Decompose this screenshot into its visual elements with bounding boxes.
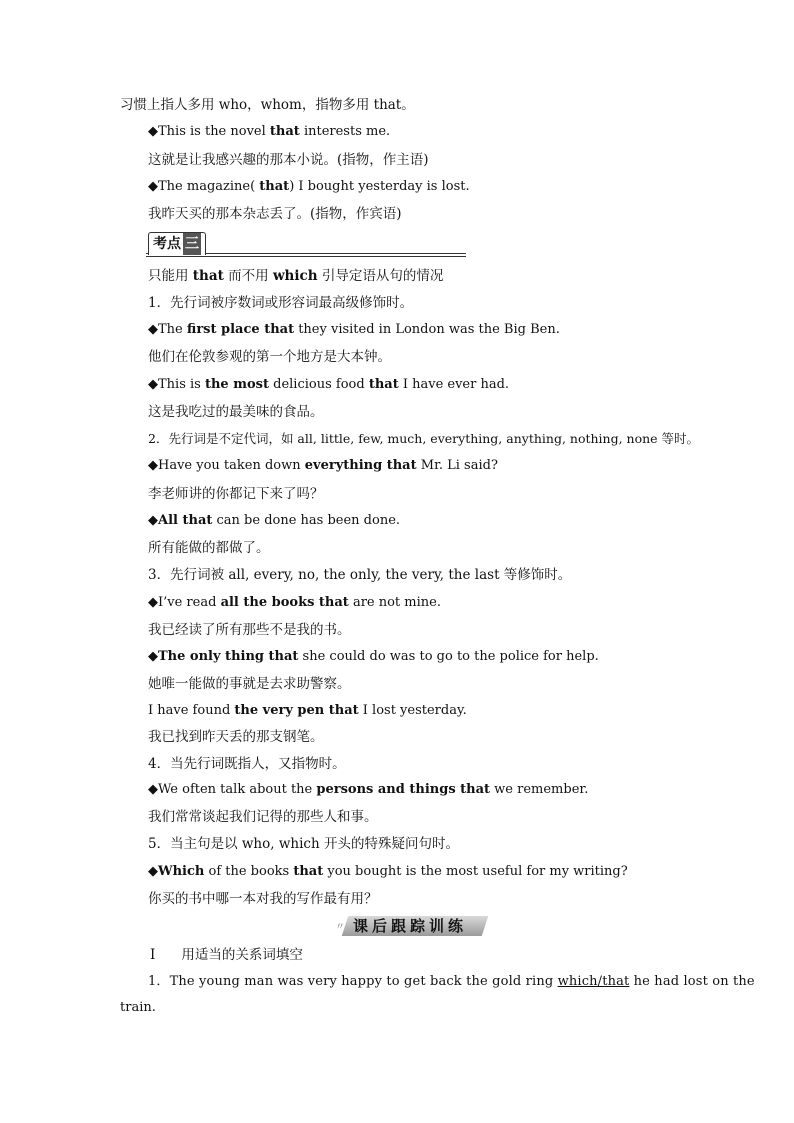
example-sentence: ◆The first place that they visited in London was the Big Ben. bbox=[148, 322, 560, 337]
translation: 李老师讲的你都记下来了吗？ bbox=[148, 486, 324, 502]
example-sentence: ◆We often talk about the persons and things that we remember. bbox=[148, 782, 589, 797]
section-banner bbox=[335, 913, 490, 939]
exercise-heading: Ⅰ 用适当的关系词填空 bbox=[150, 947, 303, 963]
translation: 这就是让我感兴趣的那本小说。(指物，作主语) bbox=[148, 152, 429, 168]
example-sentence: ◆The magazine( that) I bought yesterday is lost. bbox=[148, 179, 470, 194]
translation: 这是我吃过的最美味的食品。 bbox=[148, 404, 324, 420]
translation: 她唯一能做的事就是去求助警察。 bbox=[148, 676, 351, 692]
translation: 我们常常谈起我们记得的那些人和事。 bbox=[148, 809, 378, 825]
divider bbox=[146, 256, 466, 257]
example-sentence: ◆This is the novel that interests me. bbox=[148, 124, 391, 139]
example-sentence: ◆All that can be done has been done. bbox=[148, 513, 401, 528]
kaodian-label: 考点 三 bbox=[148, 232, 206, 255]
rule-item: 5．当主句是以 who, which 开头的特殊疑问句时。 bbox=[148, 836, 459, 852]
translation: 所有能做的都做了。 bbox=[148, 540, 270, 556]
banner-title: 课后跟踪训练 bbox=[353, 917, 468, 935]
section-intro: 只能用 that 而不用 which 引导定语从句的情况 bbox=[148, 268, 444, 284]
example-sentence: ◆Which of the books that you bought is the most useful for my writing? bbox=[148, 864, 628, 879]
translation: 他们在伦敦参观的第一个地方是大本钟。 bbox=[148, 349, 391, 365]
answer-blank: which/that bbox=[557, 974, 630, 989]
kaodian-number: 三 bbox=[183, 233, 201, 255]
translation: 你买的书中哪一本对我的写作最有用？ bbox=[148, 891, 378, 907]
rule-item: 1．先行词被序数词或形容词最高级修饰时。 bbox=[148, 295, 414, 311]
decoration-icon: 〃 bbox=[335, 922, 345, 933]
example-sentence: ◆Have you taken down everything that Mr. Li said? bbox=[148, 458, 498, 473]
example-sentence: ◆The only thing that she could do was to go to the police for help. bbox=[148, 649, 599, 664]
translation: 我昨天买的那本杂志丢了。(指物，作宾语) bbox=[148, 206, 402, 222]
text-line: 习惯上指人多用 who，whom，指物多用 that。 bbox=[120, 97, 415, 113]
rule-item: 4．当先行词既指人，又指物时。 bbox=[148, 756, 346, 772]
rule-item: 2．先行词是不定代词，如 all, little, few, much, everything, anything, nothing, none 等时。 bbox=[148, 431, 700, 446]
kaodian-header bbox=[146, 232, 466, 256]
example-sentence: I have found the very pen that I lost yesterday. bbox=[148, 703, 467, 718]
example-sentence: ◆I’ve read all the books that are not mine. bbox=[148, 595, 441, 610]
rule-item: 3．先行词被 all, every, no, the only, the very, the last 等修饰时。 bbox=[148, 567, 572, 583]
example-sentence: ◆This is the most delicious food that I have ever had. bbox=[148, 377, 510, 392]
exercise-question: 1．The young man was very happy to get back the gold ring which/that he had lost on the bbox=[148, 974, 755, 989]
translation: 我已找到昨天丢的那支钢笔。 bbox=[148, 729, 324, 745]
translation: 我已经读了所有那些不是我的书。 bbox=[148, 622, 351, 638]
exercise-question-continued: train. bbox=[120, 1000, 156, 1015]
